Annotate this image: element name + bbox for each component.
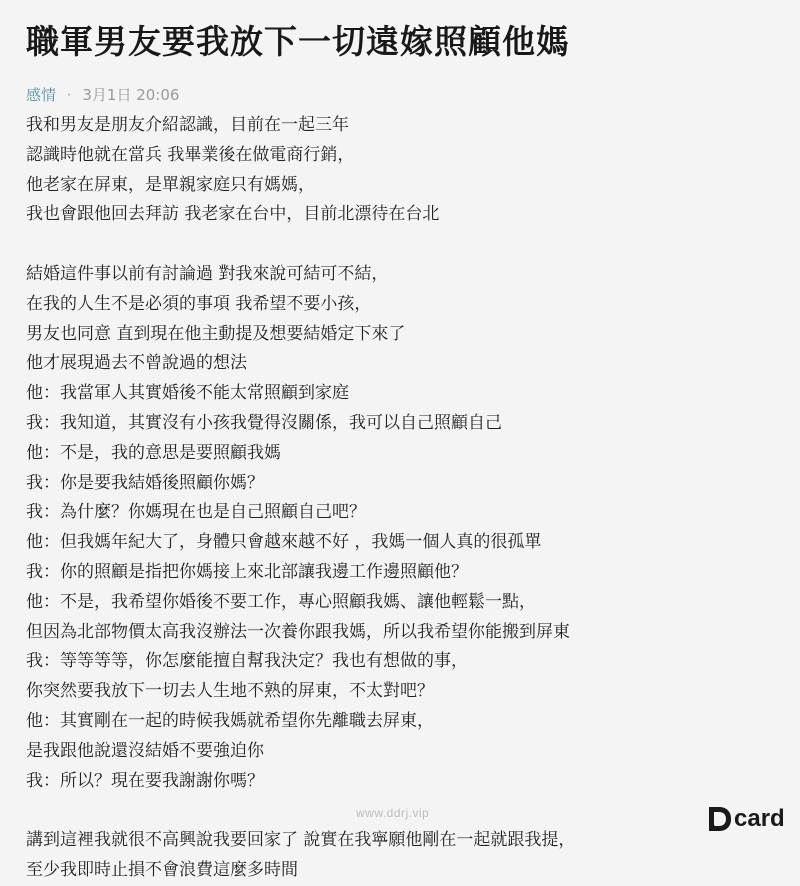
- post-text-line: 我：所以？現在要我謝謝你嗎？: [26, 770, 264, 791]
- post-text-line: 他：不是，我的意思是要照顧我媽: [26, 442, 281, 463]
- post-text-line: 他：不是，我希望你婚後不要工作，專心照顧我媽、讓他輕鬆一點，: [26, 591, 536, 612]
- post-text-line: 我和男友是朋友介紹認識，目前在一起三年: [26, 115, 349, 135]
- post-text-line: 你突然要我放下一切去人生地不熟的屏東，不太對吧？: [26, 681, 434, 702]
- post-text-line: 是我跟他說還沒結婚不要強迫你: [26, 740, 264, 761]
- post-title: 職軍男友要我放下一切遠嫁照顧他媽: [26, 22, 570, 61]
- post-text-line: 我也會跟他回去拜訪 我老家在台中，目前北漂待在台北: [26, 204, 440, 225]
- post-meta: [26, 82, 179, 108]
- post-text-line: 他：但我媽年紀大了，身體只會越來越不好 ，我媽一個人真的很孤單: [26, 532, 542, 553]
- post-text-line: 他老家在屏東，是單親家庭只有媽媽，: [26, 174, 315, 195]
- post-text-line: 我：你的照顧是指把你媽接上來北部讓我邊工作邊照顧他？: [26, 561, 468, 582]
- post-text-line: 我：等等等等，你怎麼能擅自幫我決定？我也有想做的事，: [26, 651, 468, 672]
- post-text-line: 男友也同意 直到現在他主動提及想要結婚定下來了: [26, 323, 406, 344]
- post-text-line: 他：其實剛在一起的時候我媽就希望你先離職去屏東，: [26, 710, 434, 731]
- watermark-text: www.ddrj.vip: [356, 806, 430, 820]
- post-text-line: 在我的人生不是必須的事項 我希望不要小孩，: [26, 293, 372, 314]
- post-text-line: 他：我當軍人其實婚後不能太常照顧到家庭: [26, 383, 349, 404]
- meta-separator: ·: [66, 86, 72, 104]
- paragraph-gap: [26, 230, 786, 260]
- post-text-line: 他才展現過去不曾說過的想法: [26, 353, 247, 374]
- post-text-line: 結婚這件事以前有討論過 對我來說可結可不結，: [26, 263, 389, 284]
- post-text-line: 我：我知道，其實沒有小孩我覺得沒關係，我可以自己照顧自己: [26, 412, 502, 433]
- post-text-line: 但因為北部物價太高我沒辦法一次養你跟我媽，所以我希望你能搬到屏東: [26, 621, 570, 642]
- post-date: 3月1日 20:06: [82, 86, 180, 104]
- post-text-line: 至少我即時止損不會浪費這麼多時間: [26, 859, 298, 880]
- dcard-logo-text: card: [734, 805, 785, 832]
- dcard-logo[interactable]: [706, 803, 785, 835]
- post-body: [26, 111, 786, 886]
- post-text-line: 我：你是要我結婚後照顧你媽？: [26, 472, 264, 493]
- dcard-logo-icon: [706, 805, 732, 833]
- post-text-line: 認識時他就在當兵 我畢業後在做電商行銷，: [26, 144, 355, 165]
- post-text-line: 講到這裡我就很不高興說我要回家了 說實在我寧願他剛在一起就跟我提，: [26, 830, 576, 851]
- forum-link[interactable]: 感情: [26, 86, 57, 104]
- post-text-line: 我：為什麼？你媽現在也是自己照顧自己吧？: [26, 502, 366, 523]
